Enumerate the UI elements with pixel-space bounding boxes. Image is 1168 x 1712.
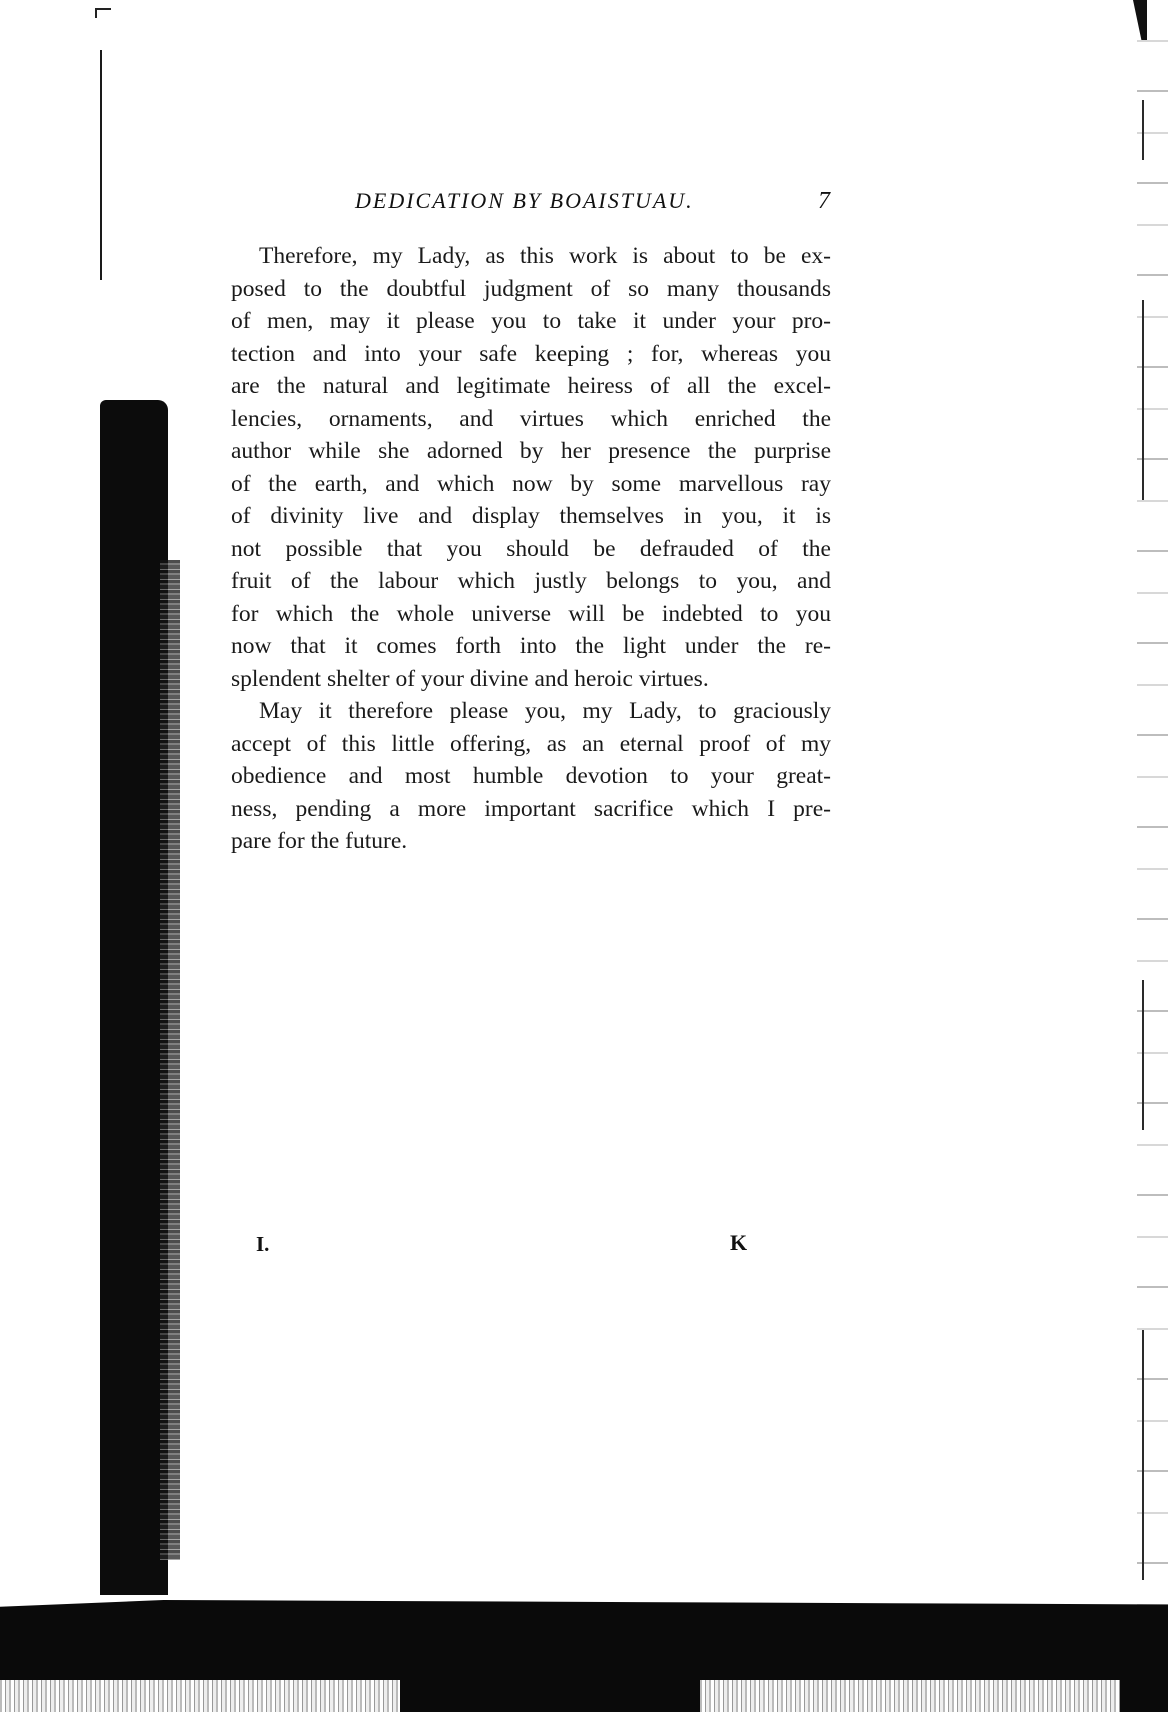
text-line: splendent shelter of your divine and heroic virtues. bbox=[231, 665, 709, 692]
text-line: author while she adorned by her presence the purprise bbox=[231, 438, 831, 464]
text-line: ness, pending a more important sacrifice which I pre- bbox=[231, 795, 831, 822]
scan-right-edge-line bbox=[1142, 100, 1144, 160]
scan-spine-edge bbox=[160, 560, 180, 1560]
running-head: DEDICATION BY BOAISTUAU. bbox=[355, 188, 694, 213]
text-line: not possible that you should be defrauded of the bbox=[231, 535, 831, 562]
scan-right-edge-line bbox=[1142, 300, 1144, 500]
text-line: are the natural and legitimate heiress of all the excel- bbox=[231, 373, 831, 399]
page-number: 7 bbox=[818, 188, 830, 214]
scan-bottom-noise bbox=[700, 1680, 1120, 1712]
scan-left-rule bbox=[100, 50, 102, 280]
scan-bottom-noise bbox=[0, 1680, 400, 1712]
scan-right-edge-line bbox=[1142, 980, 1144, 1130]
volume-signature-mark: I. bbox=[256, 1232, 270, 1256]
paragraph bbox=[231, 695, 831, 858]
text-line: lencies, ornaments, and virtues which enriched the bbox=[231, 405, 831, 432]
body-text bbox=[231, 240, 831, 858]
text-line: pare for the future. bbox=[231, 828, 408, 854]
sheet-signature-letter: K bbox=[730, 1230, 748, 1255]
scan-spine-shadow bbox=[100, 400, 168, 1595]
text-line: Therefore, my Lady, as this work is about to be ex- bbox=[259, 243, 831, 269]
text-line: accept of this little offering, as an eternal proof of my bbox=[231, 730, 831, 757]
text-line: posed to the doubtful judgment of so many thousands bbox=[231, 275, 831, 302]
text-line: fruit of the labour which justly belongs to you, and bbox=[231, 568, 831, 594]
text-line: now that it comes forth into the light under the re- bbox=[231, 633, 831, 659]
scan-corner-mark bbox=[95, 8, 111, 10]
text-line: of men, may it please you to take it under your pro- bbox=[231, 308, 831, 334]
text-line: of the earth, and which now by some marvellous ray bbox=[231, 470, 831, 497]
text-line: May it therefore please you, my Lady, to graciously bbox=[259, 698, 831, 724]
text-line: for which the whole universe will be indebted to you bbox=[231, 600, 831, 627]
text-line: tection and into your safe keeping ; for, whereas you bbox=[231, 340, 831, 367]
paragraph bbox=[231, 240, 831, 695]
text-line: of divinity live and display themselves in you, it is bbox=[231, 503, 831, 529]
text-line: obedience and most humble devotion to your great- bbox=[231, 763, 831, 789]
scan-right-edge-line bbox=[1142, 1330, 1144, 1580]
